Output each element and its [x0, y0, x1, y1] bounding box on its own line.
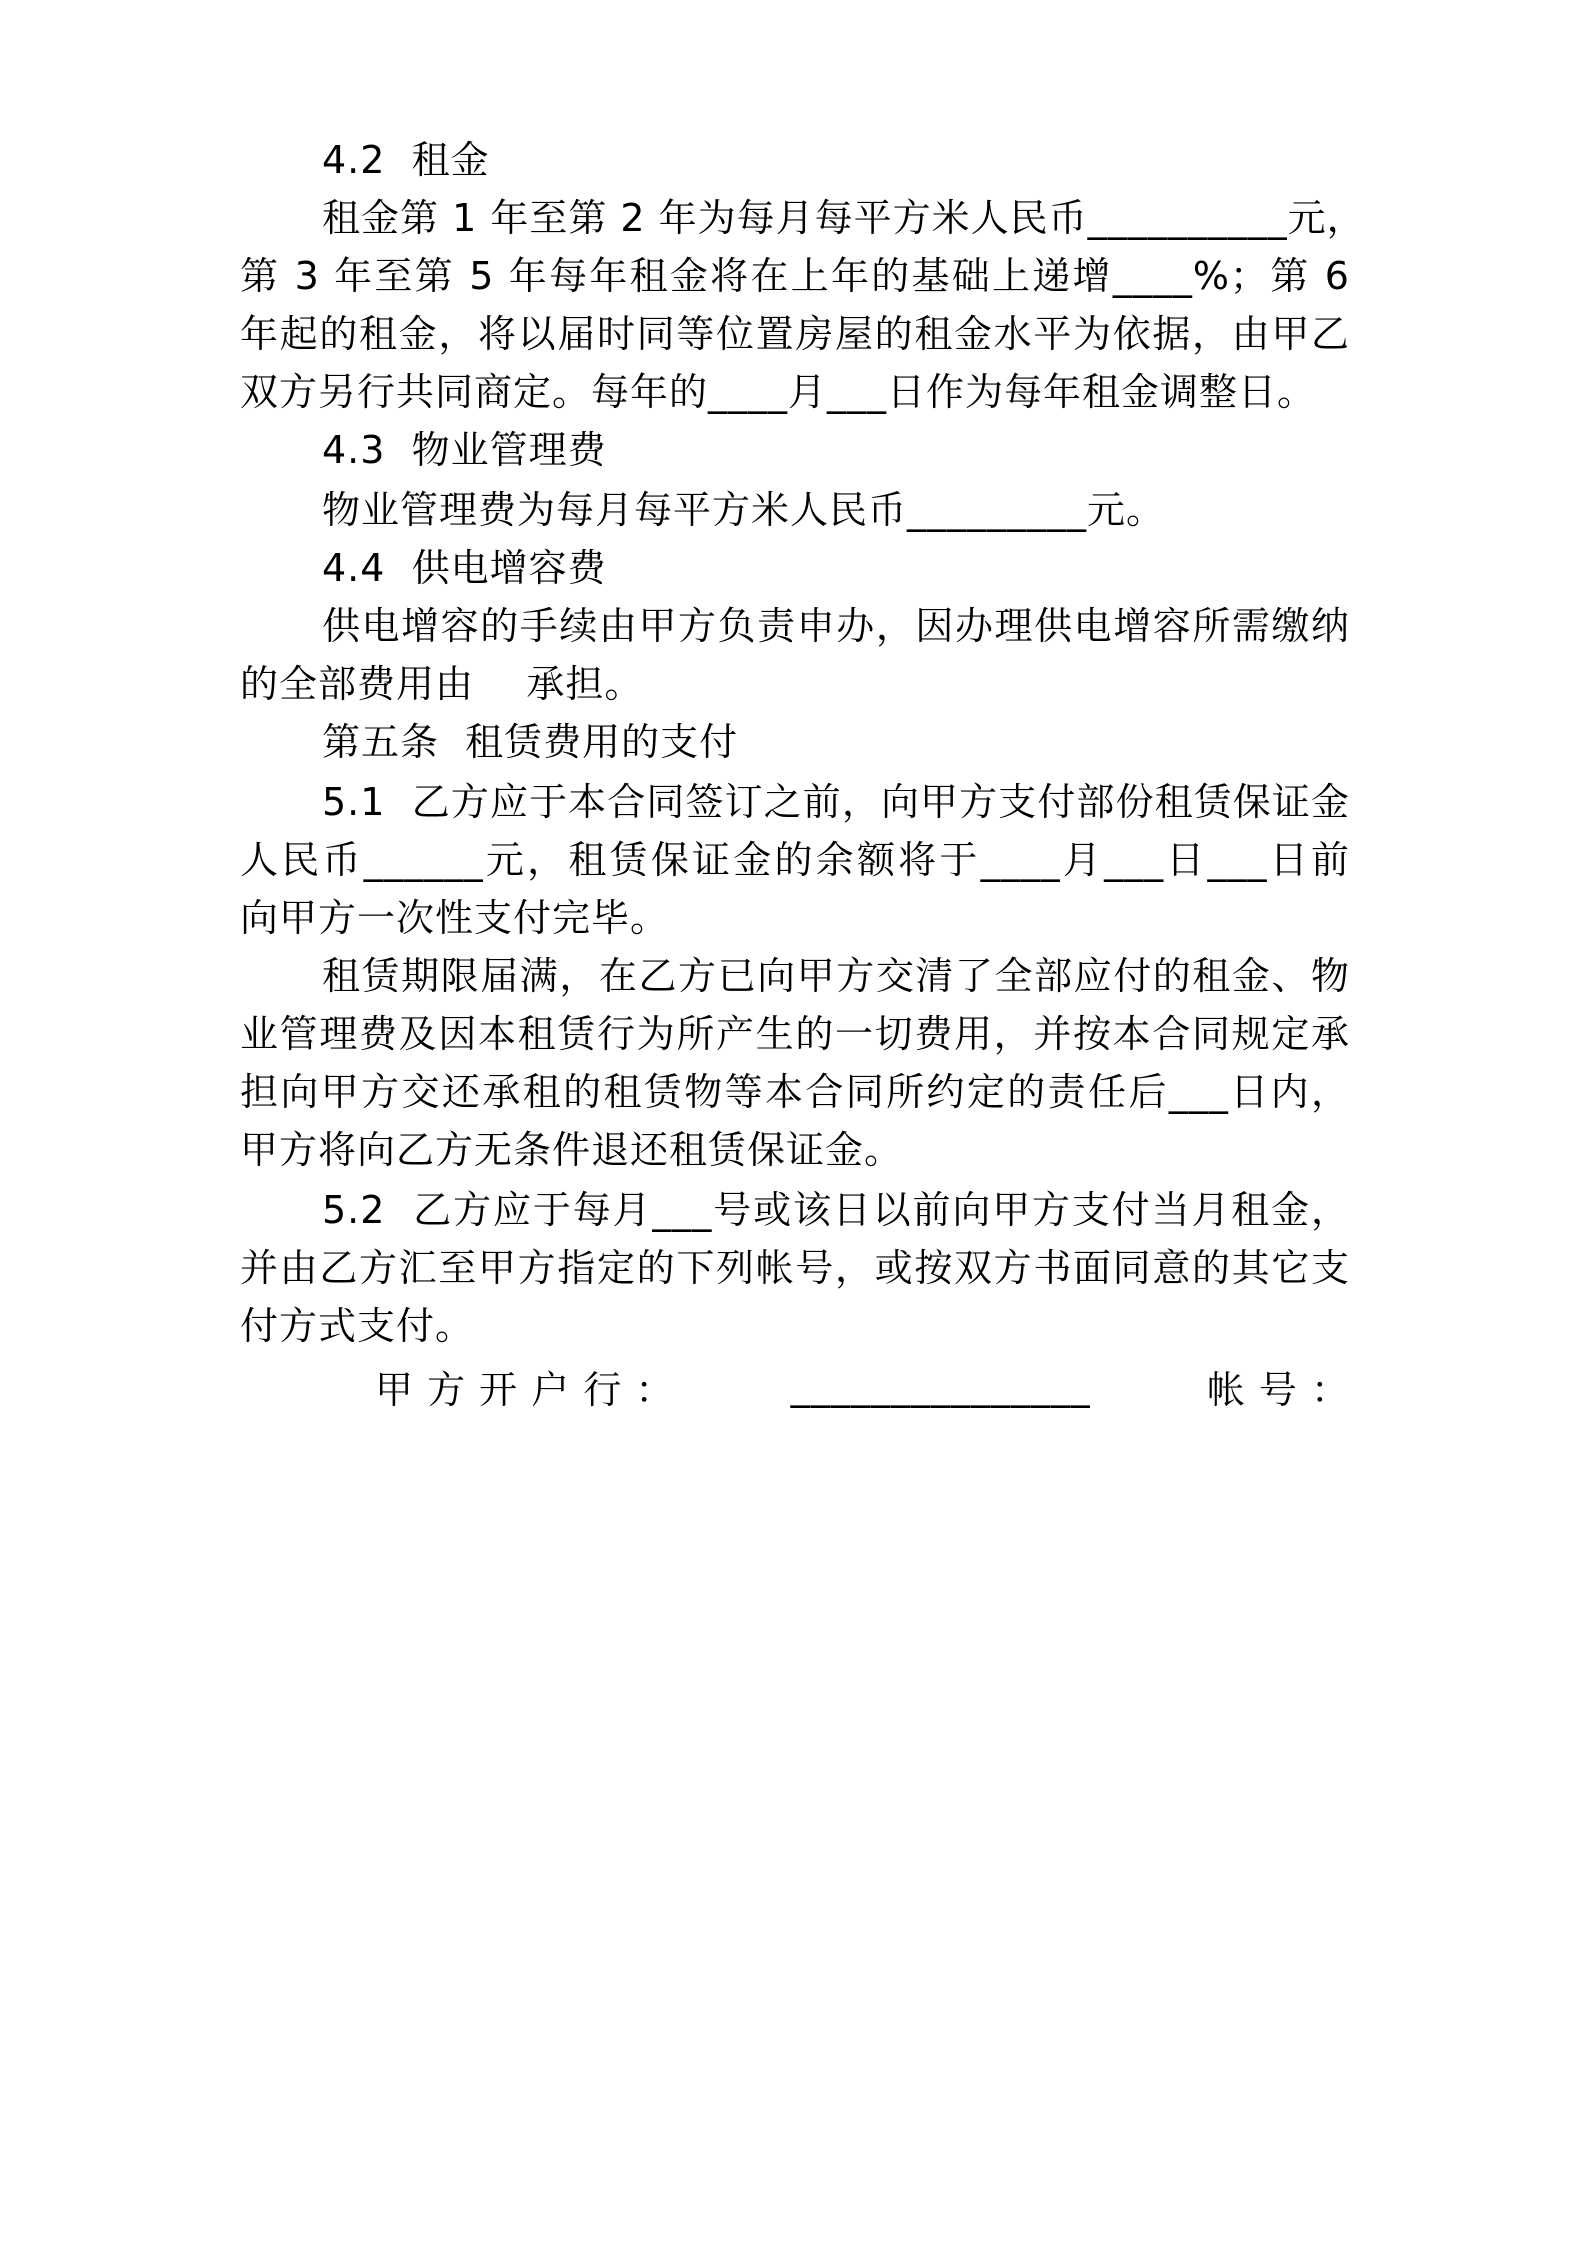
section-heading-4-2: 4.2 租金 [322, 138, 490, 182]
paragraph-line: 年起的租金，将以届时同等位置房屋的租金水平为依据，由甲乙 [240, 312, 1350, 356]
paragraph-line: 物业管理费为每月每平方米人民币_________元。 [322, 488, 1166, 532]
paragraph-line: 甲方将向乙方无条件退还租赁保证金。 [240, 1128, 904, 1172]
paragraph-line: 向甲方一次性支付完毕。 [240, 896, 670, 940]
paragraph-line: 人民币______元，租赁保证金的余额将于____月___日___日前 [240, 838, 1350, 882]
section-heading-4-4: 4.4 供电增容费 [322, 546, 607, 590]
paragraph-line: 付方式支付。 [240, 1304, 475, 1348]
paragraph-line: 业管理费及因本租赁行为所产生的一切费用，并按本合同规定承 [240, 1012, 1350, 1056]
paragraph-line: 担向甲方交还承租的租赁物等本合同所约定的责任后___日内， [240, 1070, 1350, 1114]
section-heading-4-3: 4.3 物业管理费 [322, 428, 607, 472]
bank-blank: _______________ [790, 1364, 1091, 1408]
paragraph-line: 双方另行共同商定。每年的____月___日作为每年租金调整日。 [240, 370, 1317, 414]
account-label: 帐 号 ： [1206, 1367, 1350, 1412]
paragraph-line: 5.2 乙方应于每月___号或该日以前向甲方支付当月租金， [322, 1188, 1350, 1232]
bank-account-row [375, 1362, 1350, 1410]
bank-label: 甲 方 开 户 行 ： [375, 1367, 675, 1412]
paragraph-line: 租金第 1 年至第 2 年为每月每平方米人民币__________元， [322, 196, 1366, 240]
article-heading-5: 第五条 租赁费用的支付 [322, 720, 739, 764]
paragraph-line: 租赁期限届满，在乙方已向甲方交清了全部应付的租金、物 [322, 954, 1350, 998]
paragraph-line: 5.1 乙方应于本合同签订之前，向甲方支付部份租赁保证金 [322, 780, 1350, 824]
paragraph-line: 供电增容的手续由甲方负责申办，因办理供电增容所需缴纳 [322, 604, 1350, 648]
paragraph-line: 的全部费用由 承担。 [240, 662, 644, 706]
paragraph-line: 第 3 年至第 5 年每年租金将在上年的基础上递增____%；第 6 [240, 254, 1350, 298]
paragraph-line: 并由乙方汇至甲方指定的下列帐号，或按双方书面同意的其它支 [240, 1246, 1350, 1290]
